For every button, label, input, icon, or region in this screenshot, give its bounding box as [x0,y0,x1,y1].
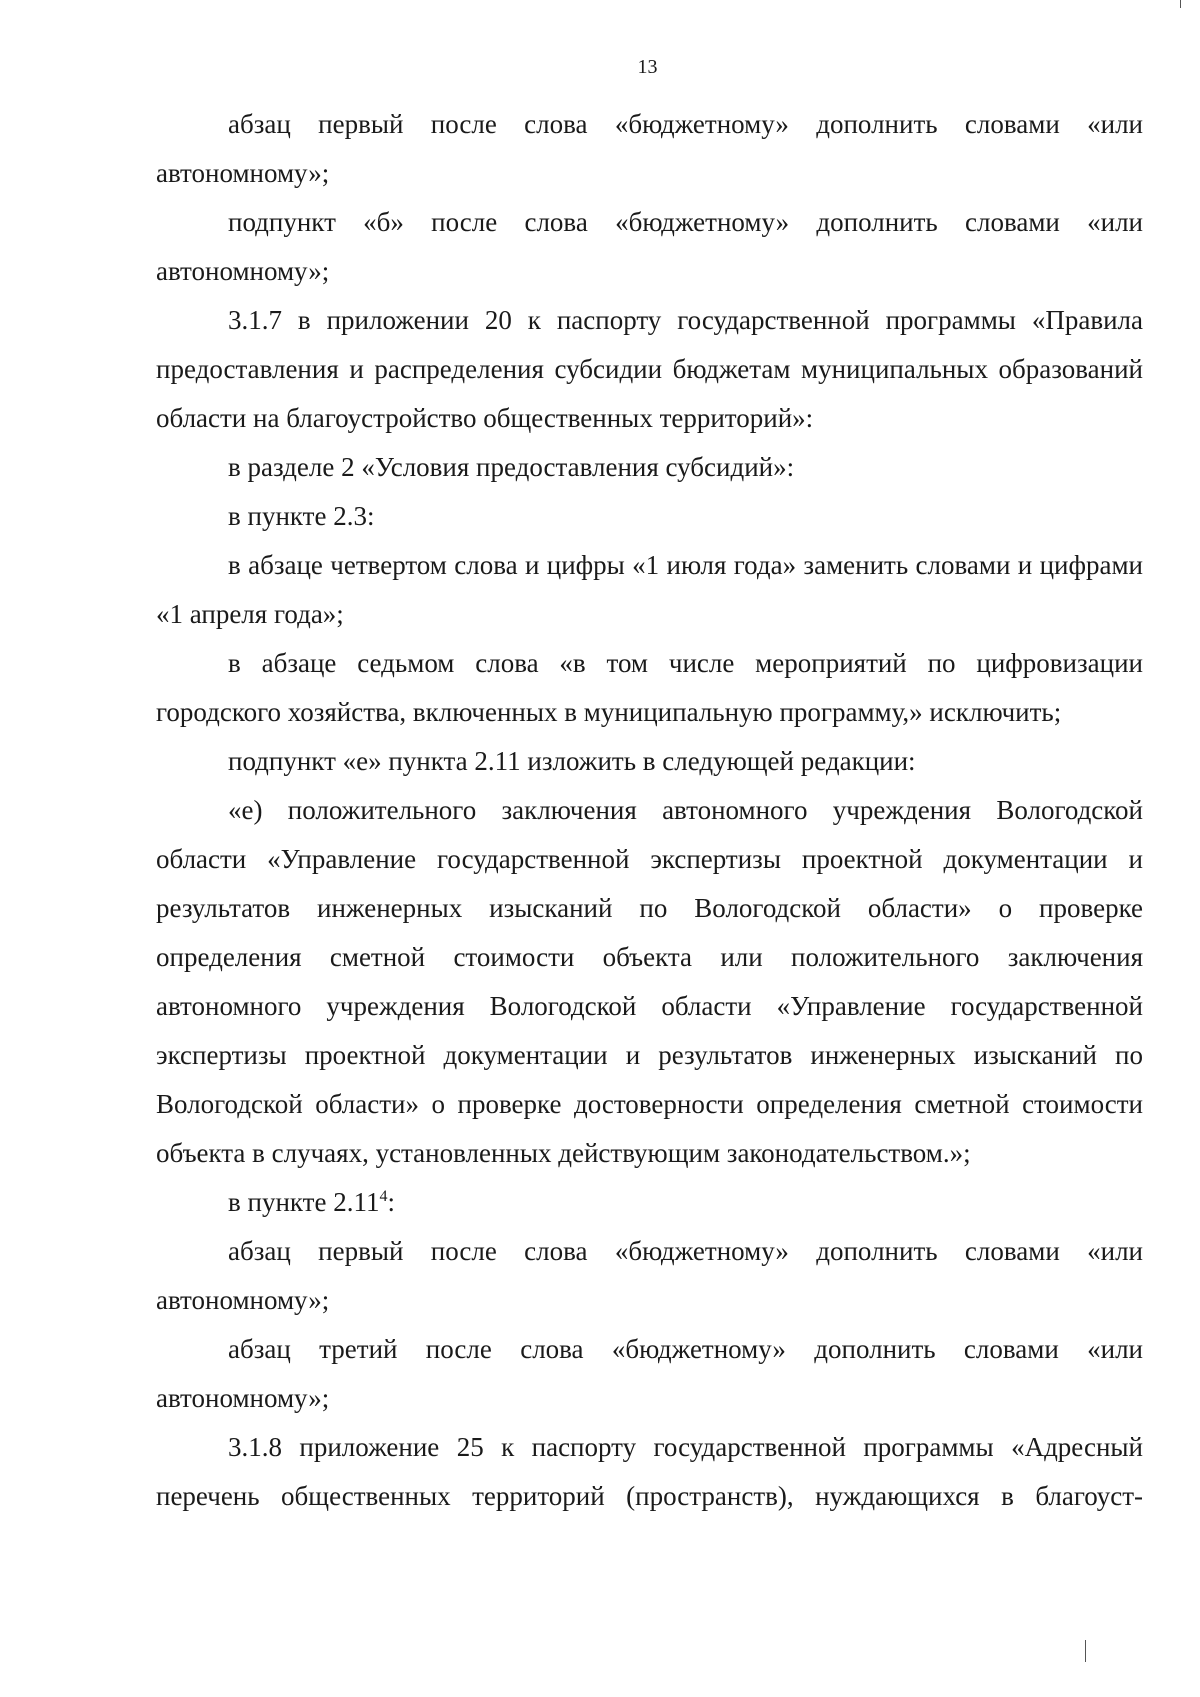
paragraph-10-superscript: 4 [379,1188,388,1205]
paragraph-9: «е) положительного заключения автономного учреждения Вологодской области «Управление государственной экспертизы проектной документации и результатов инженерных изысканий по Вологодской области» о проверке определения сметной стоимости объекта или положительного заключения автономного учреждения Вологодской области «Управление государственной экспертизы проектной документации и результатов инженерных изысканий по Вологодской области» о проверке достоверности определения сметной стоимости объекта в случаях, установленных действующим законодательством.»; [156,795,1143,1168]
paragraph-5: в пункте 2.3: [228,501,375,531]
paragraph-4: в разделе 2 «Условия предоставления субсидий»: [228,452,795,482]
paragraph-1: абзац первый после слова «бюджетному» дополнить словами «или автономному»; [156,109,1143,188]
paragraph-10-text: в пункте 2.11 [228,1187,380,1217]
paragraph-6: в абзаце четвертом слова и цифры «1 июля года» заменить словами и цифрами «1 апреля года»; [156,550,1143,629]
paragraph-13: 3.1.8 приложение 25 к паспорту государственной программы «Адресный перечень общественных территорий (пространств), нуждающихся в благоуст- [156,1432,1143,1511]
paragraph-3: 3.1.7 в приложении 20 к паспорту государственной программы «Правила предоставления и распределения субсидии бюджетам муниципальных образований области на благоустройство общественных территорий»: [156,305,1143,433]
paragraph-2: подпункт «б» после слова «бюджетному» дополнить словами «или автономному»; [156,207,1143,286]
page-number: 13 [637,56,658,78]
scan-mark-bottom [1085,1640,1086,1662]
paragraph-10 [156,1178,1143,1227]
document-body [156,100,1143,1521]
paragraph-8: подпункт «е» пункта 2.11 изложить в следующей редакции: [228,746,916,776]
paragraph-10-after: : [387,1187,395,1217]
paragraph-7: в абзаце седьмом слова «в том числе мероприятий по цифровизации городского хозяйства, включенных в муниципальную программу,» исключить; [156,648,1143,727]
paragraph-12: абзац третий после слова «бюджетному» дополнить словами «или автономному»; [156,1334,1143,1413]
paragraph-11: абзац первый после слова «бюджетному» дополнить словами «или автономному»; [156,1236,1143,1315]
scan-mark-top [1180,0,1181,8]
